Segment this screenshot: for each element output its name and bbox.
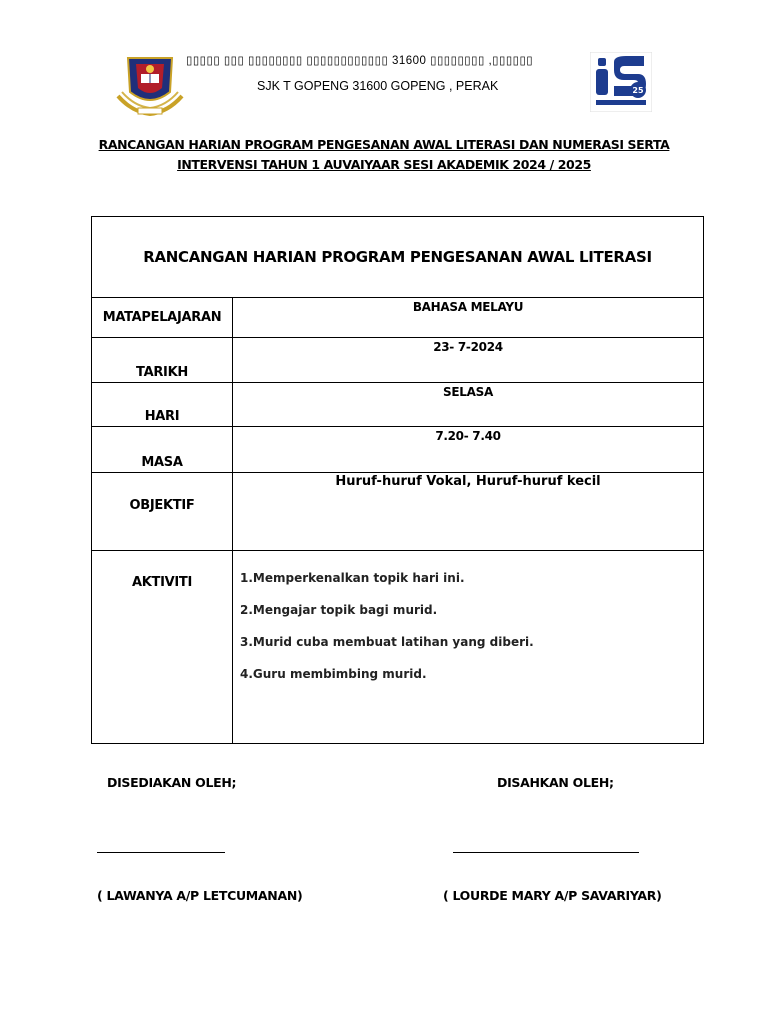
label-hari: HARI: [92, 383, 233, 427]
label-objektif: OBJEKTIF: [92, 473, 233, 551]
label-aktiviti: AKTIVITI: [92, 551, 233, 744]
prepared-signature-line: [97, 852, 225, 853]
prepared-by-name: ( LAWANYA A/P LETCUMANAN): [97, 888, 303, 903]
table-row: [92, 427, 704, 473]
school-crest-icon: [114, 52, 186, 116]
list-item: 1.Memperkenalkan topik hari ini.: [240, 571, 465, 585]
table-row: [92, 383, 704, 427]
tamil-school-name: ▯▯▯▯▯ ▯▯▯ ▯▯▯▯▯▯▯▯ ▯▯▯▯▯▯▯▯▯▯▯▯ 31600 ▯▯▯▯▯▯▯▯ ,▯▯▯▯▯▯: [186, 55, 534, 67]
school-address: SJK T GOPENG 31600 GOPENG , PERAK: [257, 79, 499, 93]
approved-signature-line: [453, 852, 639, 853]
document-title-line-1: RANCANGAN HARIAN PROGRAM PENGESANAN AWAL LITERASI DAN NUMERASI SERTA: [98, 137, 670, 152]
document-title-line-2: INTERVENSI TAHUN 1 AUVAIYAAR SESI AKADEMIK 2024 / 2025: [177, 157, 591, 172]
label-matapelajaran: MATAPELAJARAN: [92, 298, 233, 338]
table-row: [92, 473, 704, 551]
plan-table: [91, 216, 704, 744]
list-item: 4.Guru membimbing murid.: [240, 667, 427, 681]
list-item: 3.Murid cuba membuat latihan yang diberi.: [240, 635, 534, 649]
prepared-by-label: DISEDIAKAN OLEH;: [107, 775, 237, 790]
table-row: [92, 551, 704, 744]
table-row: [92, 298, 704, 338]
label-masa: MASA: [92, 427, 233, 473]
value-matapelajaran: BAHASA MELAYU: [233, 298, 704, 338]
activity-list: [233, 551, 704, 744]
value-hari: SELASA: [233, 383, 704, 427]
table-heading: RANCANGAN HARIAN PROGRAM PENGESANAN AWAL LITERASI: [92, 217, 704, 298]
label-tarikh: TARIKH: [92, 338, 233, 383]
approved-by-label: DISAHKAN OLEH;: [497, 775, 614, 790]
list-item: 2.Mengajar topik bagi murid.: [240, 603, 438, 617]
value-objektif: Huruf-huruf Vokal, Huruf-huruf kecil: [233, 473, 704, 551]
is25-logo-icon: [590, 52, 652, 112]
logo-25-text: 25: [632, 86, 644, 95]
value-tarikh: 23- 7-2024: [233, 338, 704, 383]
value-masa: 7.20- 7.40: [233, 427, 704, 473]
table-row: [92, 338, 704, 383]
approved-by-name: ( LOURDE MARY A/P SAVARIYAR): [443, 888, 662, 903]
